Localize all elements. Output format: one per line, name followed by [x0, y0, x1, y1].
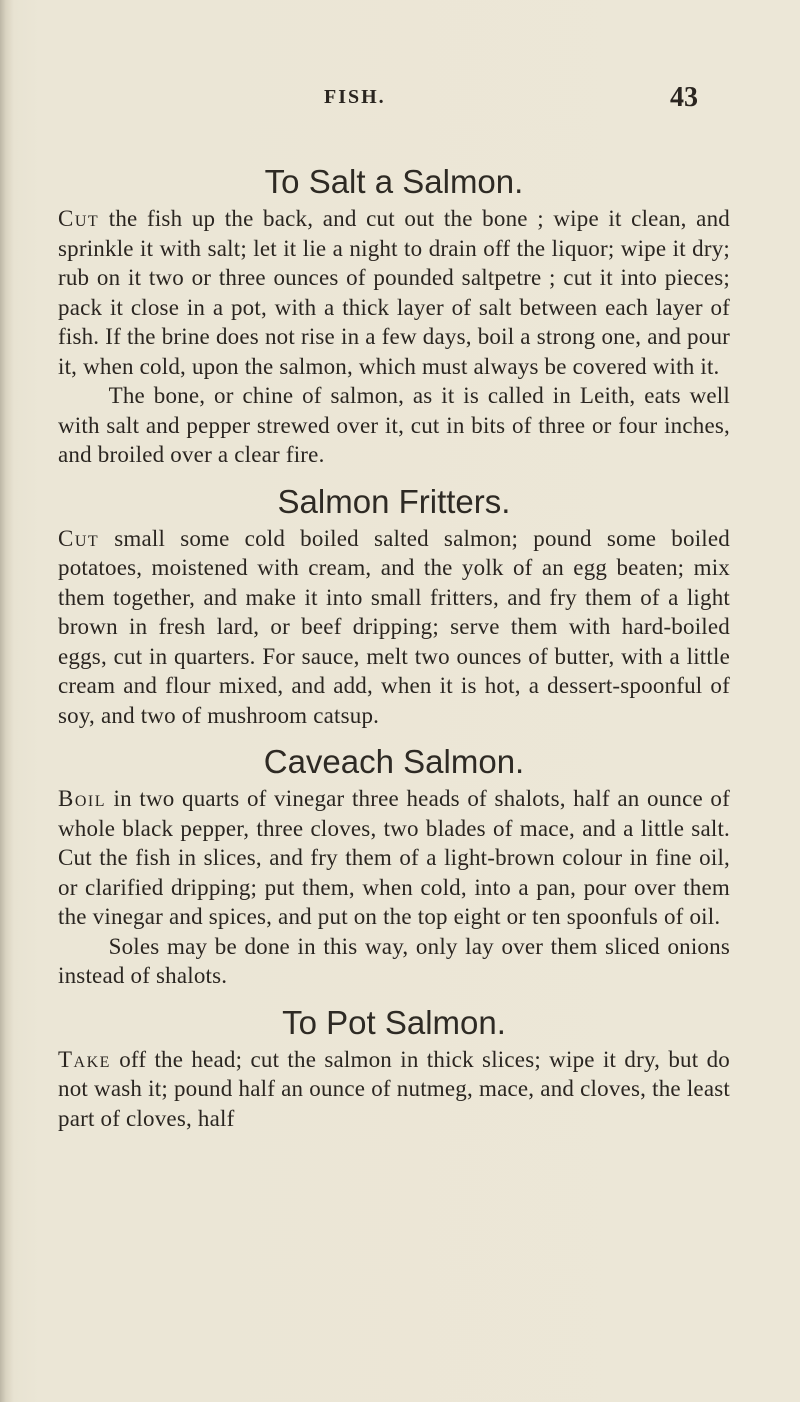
paragraph-text: in two quarts of vinegar three heads of shalots, half an ounce of whole black pepper, three cloves, two blades of mace, and a little salt. Cut the fish in slices, and fry them of a light-brown colour in fine oil, or clarified dripping; put them, when cold, into a pan, pour over them the vinegar and spices, and put on the top eight or ten spoonfuls of oil. — [58, 786, 730, 929]
running-head: FISH. — [324, 86, 386, 108]
recipe-caveach-salmon — [58, 740, 730, 991]
recipe-title: Salmon Fritters. — [277, 482, 511, 520]
recipe-paragraph — [58, 1045, 730, 1134]
paragraph-text: small some cold boiled salted salmon; pound some boiled potatoes, moistened with cream, and the yolk of an egg beaten; mix them together, and make it into small fritters, and fry them of a light brown in fresh lard, or beef dripping; serve them with hard-boiled eggs, cut in quarters. For sauce, melt two ounces of butter, with a little cream and flour mixed, and add, when it is hot, a dessert-spoonful of soy, and two of mushroom catsup. — [58, 525, 730, 728]
recipe-paragraph — [58, 784, 730, 932]
recipe-pot-salmon — [58, 1001, 730, 1134]
recipe-title: Caveach Salmon. — [263, 743, 525, 780]
lead-word: Cut — [58, 206, 100, 231]
recipe-salt-salmon — [58, 160, 730, 470]
recipe-paragraph: The bone, or chine of salmon, as it is called in Leith, eats well with salt and pepper strewed over it, cut in bits of three or four inches, and broiled over a clear fire. — [58, 383, 730, 467]
paragraph-text: off the head; cut the salmon in thick slices; wipe it dry, but do not wash it; pound half an ounce of nutmeg, mace, and cloves, the least part of cloves, half — [58, 1046, 730, 1131]
lead-word: Cut — [58, 525, 100, 551]
recipe-title: To Salt a Salmon. — [264, 163, 524, 200]
page-content — [58, 160, 730, 1143]
recipe-salmon-fritters — [58, 480, 730, 731]
recipe-paragraph: Soles may be done in this way, only lay over them sliced onions instead of shalots. — [58, 933, 730, 988]
recipe-title: To Pot Salmon. — [282, 1003, 506, 1041]
page-number: 43 — [670, 82, 698, 113]
lead-word: Boil — [58, 786, 106, 811]
page-header — [0, 82, 800, 116]
paragraph-text: the fish up the back, and cut out the bone ; wipe it clean, and sprinkle it with salt; let it lie a night to drain off the liquor; wipe it dry; rub on it two or three ounces of pounded saltpetre ; cut it into pieces; pack it close in a pot, with a thick layer of salt between each layer of fish. If the brine does not rise in a few days, boil a strong one, and pour it, when cold, upon the salmon, which must always be covered with it. — [58, 206, 730, 379]
recipe-paragraph — [58, 524, 730, 731]
recipe-paragraph — [58, 204, 730, 381]
lead-word: Take — [58, 1046, 111, 1072]
